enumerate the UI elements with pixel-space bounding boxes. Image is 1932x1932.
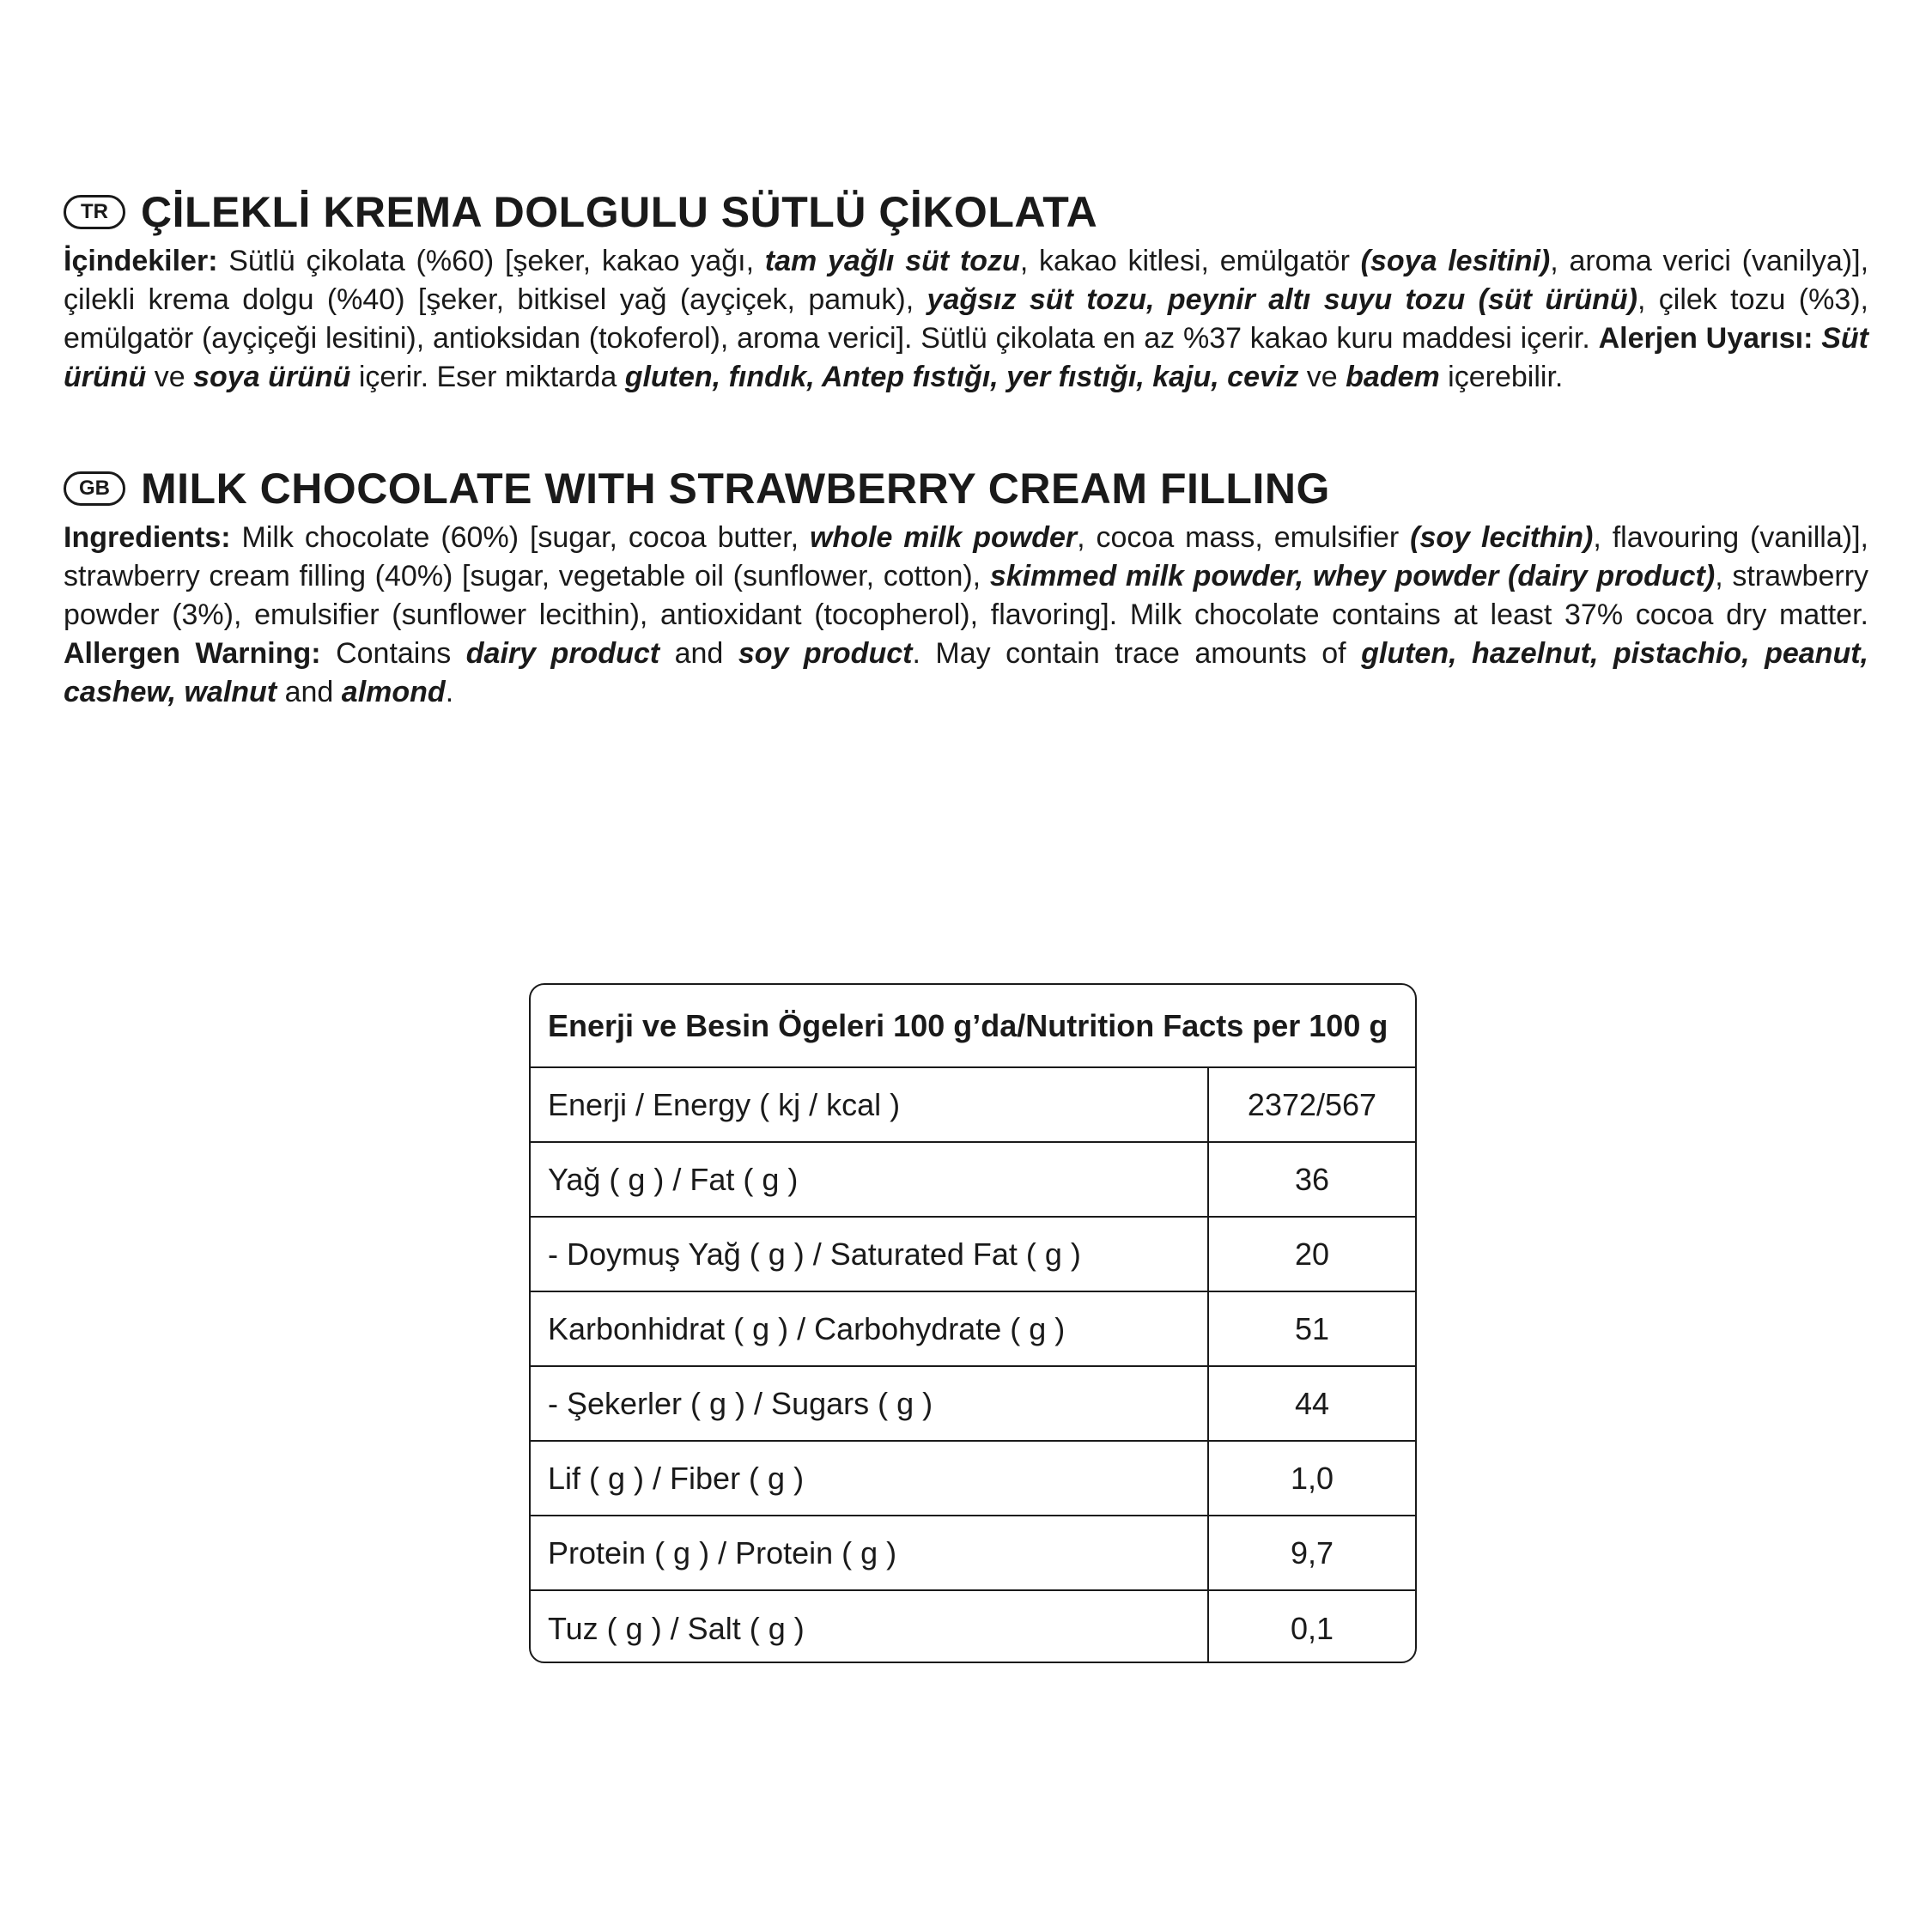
turkish-section	[64, 187, 1868, 397]
tr-text-segment: , aroma verici (vanilya)], çilekli krema dolgu (%40) [şeker, bitkisel yağ (ayçiçek, pamuk),	[64, 245, 1869, 316]
gb-text-segment: almond	[341, 676, 446, 708]
nutrient-value: 1,0	[1290, 1460, 1334, 1496]
nutrient-label: Lif ( g ) / Fiber ( g )	[531, 1442, 1209, 1515]
english-heading	[64, 464, 1868, 513]
nutrition-rows	[531, 1068, 1415, 1663]
gb-text-segment: . May contain trace amounts of	[912, 637, 1362, 670]
gb-text-segment: dairy product	[465, 637, 660, 670]
gb-text-segment: skimmed milk powder, whey powder (dairy product)	[989, 560, 1716, 592]
turkish-ingredients-text	[64, 242, 1868, 397]
tr-text-segment: ve	[1298, 361, 1346, 393]
gb-text-segment: .	[445, 676, 454, 708]
gb-text-segment: Allergen Warning:	[64, 637, 321, 670]
gb-text-segment: , strawberry powder (3%), emulsifier (sunflower lecithin), antioxidant (tocopherol), flavoring]. Milk chocolate contains at least 37% cocoa dry matter.	[64, 560, 1869, 631]
tr-text-segment: gluten, fındık, Antep fıstığı, yer fıstığı, kaju, ceviz	[624, 361, 1299, 393]
nutrition-row	[531, 1442, 1415, 1516]
english-section	[64, 464, 1868, 712]
english-ingredients-text	[64, 519, 1868, 712]
gb-text-segment: gluten, hazelnut, pistachio, peanut, cashew, walnut	[64, 637, 1868, 708]
nutrient-value: 44	[1294, 1385, 1330, 1421]
gb-language-badge: GB	[64, 471, 125, 506]
nutrition-table-title: Enerji ve Besin Ögeleri 100 g’da/Nutrition Facts per 100 g	[531, 985, 1415, 1068]
nutrition-row	[531, 1367, 1415, 1442]
tr-text-segment: soya ürünü	[193, 361, 351, 393]
tr-text-segment: içerebilir.	[1439, 361, 1564, 393]
tr-text-segment: (soya lesitini)	[1360, 245, 1551, 277]
tr-text-segment: , çilek tozu (%3), emülgatör (ayçiçeği lesitini), antioksidan (tokoferol), aroma verici]. Sütlü çikolata en az %37 kakao kuru maddesi içerir.	[64, 283, 1868, 355]
tr-text-segment	[1813, 322, 1821, 355]
tr-text-segment: içerir. Eser miktarda	[350, 361, 625, 393]
gb-text-segment: , flavouring (vanilla)], strawberry cream filling (40%) [sugar, vegetable oil (sunflower, cotton),	[64, 521, 1868, 592]
nutrition-row	[531, 1516, 1415, 1591]
gb-text-segment: and	[276, 676, 342, 708]
gb-text-segment: soy product	[738, 637, 913, 670]
gb-text-segment: , cocoa mass, emulsifier	[1077, 521, 1411, 554]
nutrition-row	[531, 1068, 1415, 1143]
nutrient-value: 0,1	[1290, 1610, 1334, 1646]
english-product-title: MILK CHOCOLATE WITH STRAWBERRY CREAM FILLING	[141, 465, 1330, 513]
tr-text-segment: badem	[1346, 361, 1440, 393]
tr-text-segment: yağsız süt tozu, peynir altı suyu tozu (süt ürünü)	[927, 283, 1637, 316]
gb-text-segment: Contains	[320, 637, 466, 670]
tr-text-segment: , kakao kitlesi, emülgatör	[1019, 245, 1361, 277]
nutrient-label: - Şekerler ( g ) / Sugars ( g )	[531, 1367, 1209, 1440]
nutrient-label: Karbonhidrat ( g ) / Carbohydrate ( g )	[531, 1292, 1209, 1365]
nutrient-value: 2372/567	[1247, 1086, 1377, 1122]
nutrition-table	[529, 983, 1417, 1663]
tr-text-segment: ve	[146, 361, 194, 393]
nutrient-label: Yağ ( g ) / Fat ( g )	[531, 1143, 1209, 1216]
nutrient-label: Enerji / Energy ( kj / kcal )	[531, 1068, 1209, 1141]
nutrient-value: 36	[1294, 1161, 1330, 1197]
gb-text-segment: (soy lecithin)	[1410, 521, 1594, 554]
nutrient-value: 20	[1294, 1236, 1330, 1272]
gb-text-segment: whole milk powder	[810, 521, 1078, 554]
tr-text-segment: Alerjen Uyarısı:	[1598, 322, 1814, 355]
nutrition-row	[531, 1218, 1415, 1292]
nutrient-label: - Doymuş Yağ ( g ) / Saturated Fat ( g )	[531, 1218, 1209, 1291]
tr-text-segment: Süt ürünü	[64, 322, 1868, 393]
nutrient-label: Protein ( g ) / Protein ( g )	[531, 1516, 1209, 1589]
tr-text-segment: tam yağlı süt tozu	[764, 245, 1020, 277]
tr-text-segment: Sütlü çikolata (%60) [şeker, kakao yağı,	[217, 245, 765, 277]
turkish-product-title: ÇİLEKLİ KREMA DOLGULU SÜTLÜ ÇİKOLATA	[141, 188, 1098, 236]
nutrition-row	[531, 1591, 1415, 1663]
gb-text-segment: and	[659, 637, 738, 670]
gb-text-segment: Milk chocolate (60%) [sugar, cocoa butter,	[230, 521, 811, 554]
nutrition-row	[531, 1143, 1415, 1218]
nutrient-value: 51	[1294, 1310, 1330, 1346]
gb-text-segment: Ingredients:	[64, 521, 231, 554]
nutrition-row	[531, 1292, 1415, 1367]
tr-text-segment: İçindekiler:	[64, 245, 218, 277]
nutrient-label: Tuz ( g ) / Salt ( g )	[531, 1591, 1209, 1663]
turkish-heading	[64, 187, 1868, 237]
tr-language-badge: TR	[64, 195, 125, 229]
nutrient-value: 9,7	[1290, 1534, 1334, 1571]
